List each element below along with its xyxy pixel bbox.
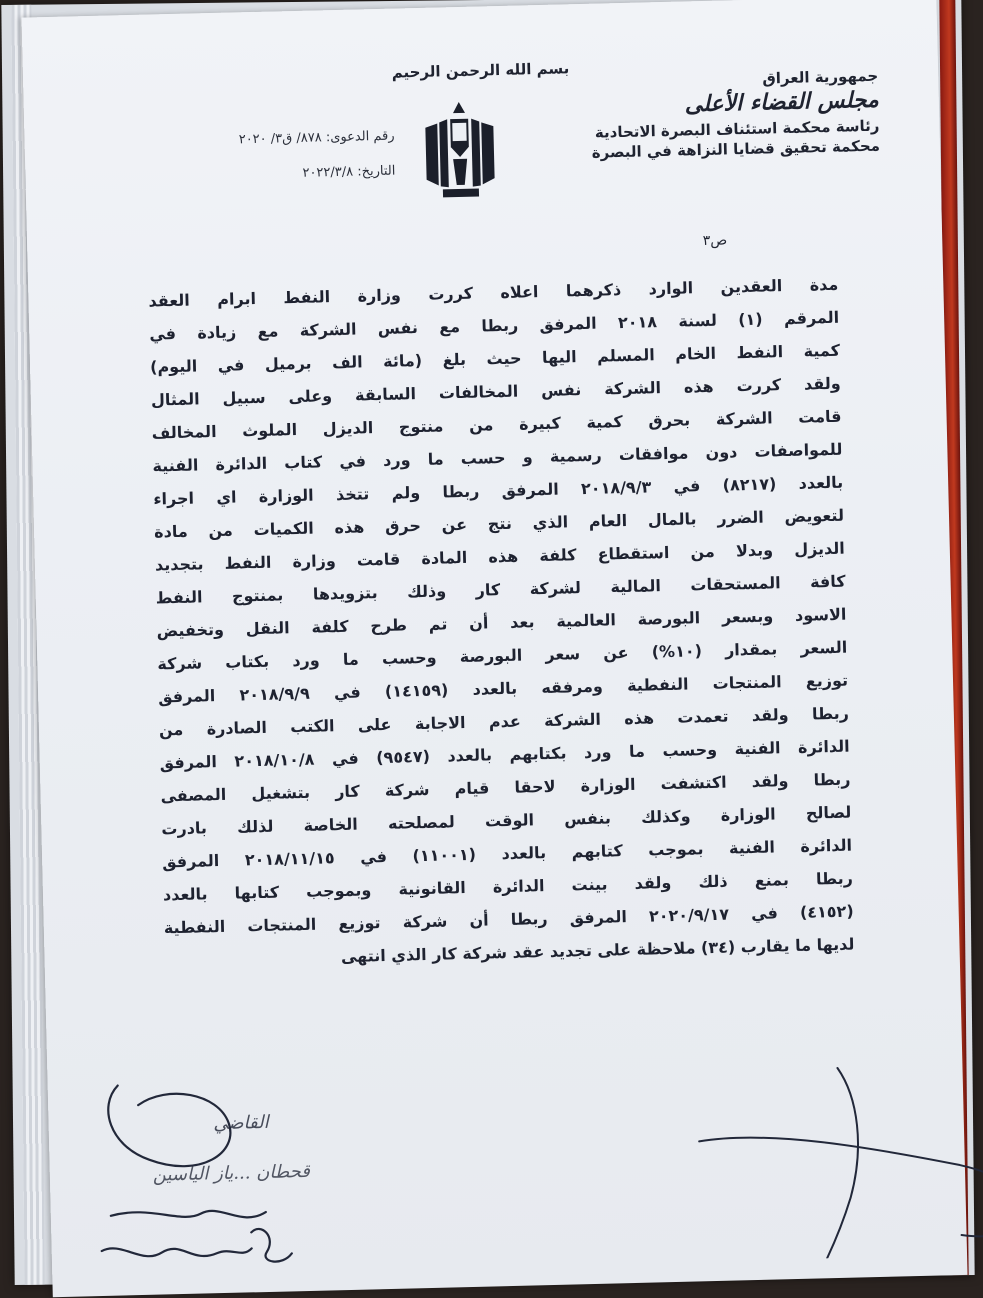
paper-stack [1, 0, 974, 1285]
body-line: للمواصفات دون موافقات رسمية و حسب ما ورد في كتاب الدائرة الفنية [152, 439, 843, 476]
document-date: التاريخ: ٢٠٢٢/٣/٨ [302, 163, 396, 181]
body-line: السعر بمقدار (١٠%) عن سعر البورصة وحسب ما ورد بكتاب شركة [157, 637, 848, 674]
body-line: المرقم (١) لسنة ٢٠١٨ المرفق ربطا مع نفس الشركة مع زيادة في [149, 307, 840, 344]
presidency-name: رئاسة محكمة استئناف البصرة الاتحادية [594, 116, 880, 142]
body-line: لتعويض الضرر بالمال العام الذي نتج عن حرق هذه الكميات من مادة [153, 505, 845, 542]
body-line: لصالح الوزارة وكذلك بنفس الوقت لمصلحته الخاصة لذلك بادرت [161, 802, 852, 839]
body-line: ولقد كررت هذه الشركة نفس المخالفات السابقة وعلى سبيل المثال [150, 373, 841, 410]
judge-name: قحطان ...ياز الياسين [152, 1160, 311, 1186]
body-line: قامت الشركة بحرق كمية كبيرة من منتوج الديزل الملوث المخالف [151, 406, 842, 443]
court-name: محكمة تحقيق قضايا النزاهة في البصرة [591, 136, 881, 162]
case-number: رقم الدعوى: ٨٧٨/ ق٣/ ٢٠٢٠ [238, 128, 395, 148]
body-line: الديزل وبدلا من استقطاع كلفة هذه المادة قامت وزارة النفط بتجديد [154, 538, 845, 575]
judge-title: القاضي [212, 1111, 269, 1135]
document-body [148, 268, 855, 978]
body-line: مدة العقدين الوارد ذكرهما اعلاه كررت وزارة النفط ابرام العقد [148, 274, 839, 311]
body-line: ربطا ولقد اكتشفت الوزارة لاحقا قيام شركة كار بتشغيل المصفى [160, 769, 851, 806]
council-name: مجلس القضاء الأعلى [684, 86, 880, 118]
body-line: لديها ما يقارب (٣٤) ملاحظة على تجديد عقد شركة كار الذي انتهى [340, 934, 855, 967]
body-line: ربطا ولقد تعمدت هذه الشركة عدم الاجابة على الكتب الصادرة من [158, 703, 850, 740]
body-line: توزيع المنتجات النفطية ومرفقه بالعدد (١٤١٥٩) في ٢٠١٨/٩/٩ المرفق [157, 670, 849, 707]
iraq-eagle-emblem-icon [419, 96, 502, 208]
margin-signature-icon [687, 1053, 983, 1261]
body-line: الدائرة الفنية وحسب ما ورد بكتابهم بالعدد (٩٥٤٧) في ٢٠١٨/١٠/٨ المرفق [159, 736, 850, 773]
body-line: (٤١٥٢) في ٢٠٢٠/٩/١٧ المرفق ربطا أن شركة توزيع المنتجات النفطية [163, 901, 854, 938]
issuer-block [548, 67, 880, 163]
body-line: كافة المستحقات المالية لشركة كار وذلك بتزويدها بمنتوج النفط [155, 571, 846, 608]
handwritten-signature-icon [87, 1060, 352, 1286]
page-number: ص٣ [702, 232, 728, 250]
body-line: بالعدد (٨٢١٧) في ٢٠١٨/٩/٣ المرفق ربطا ولم تتخذ الوزارة اي اجراء [153, 472, 844, 509]
case-info-block [164, 129, 396, 205]
body-line: الاسود وبسعر البورصة العالمية بعد أن تم طرح كلفة النقل وتخفيض [156, 604, 847, 641]
body-line: كمية النفط الخام المسلم اليها حيث بلغ (مائة الف برميل في اليوم) [149, 340, 841, 377]
country-name: جمهورية العراق [762, 66, 879, 88]
body-line: الدائرة الفنية بموجب كتابهم بالعدد (١١٠٠١) في ٢٠١٨/١١/١٥ المرفق [161, 835, 853, 872]
bismillah-heading: بسم الله الرحمن الرحيم [391, 59, 570, 82]
document-page [22, 0, 968, 1297]
body-line: ربطا بمنع ذلك ولقد بينت الدائرة القانونية وبموجب كتابها بالعدد [162, 868, 854, 905]
